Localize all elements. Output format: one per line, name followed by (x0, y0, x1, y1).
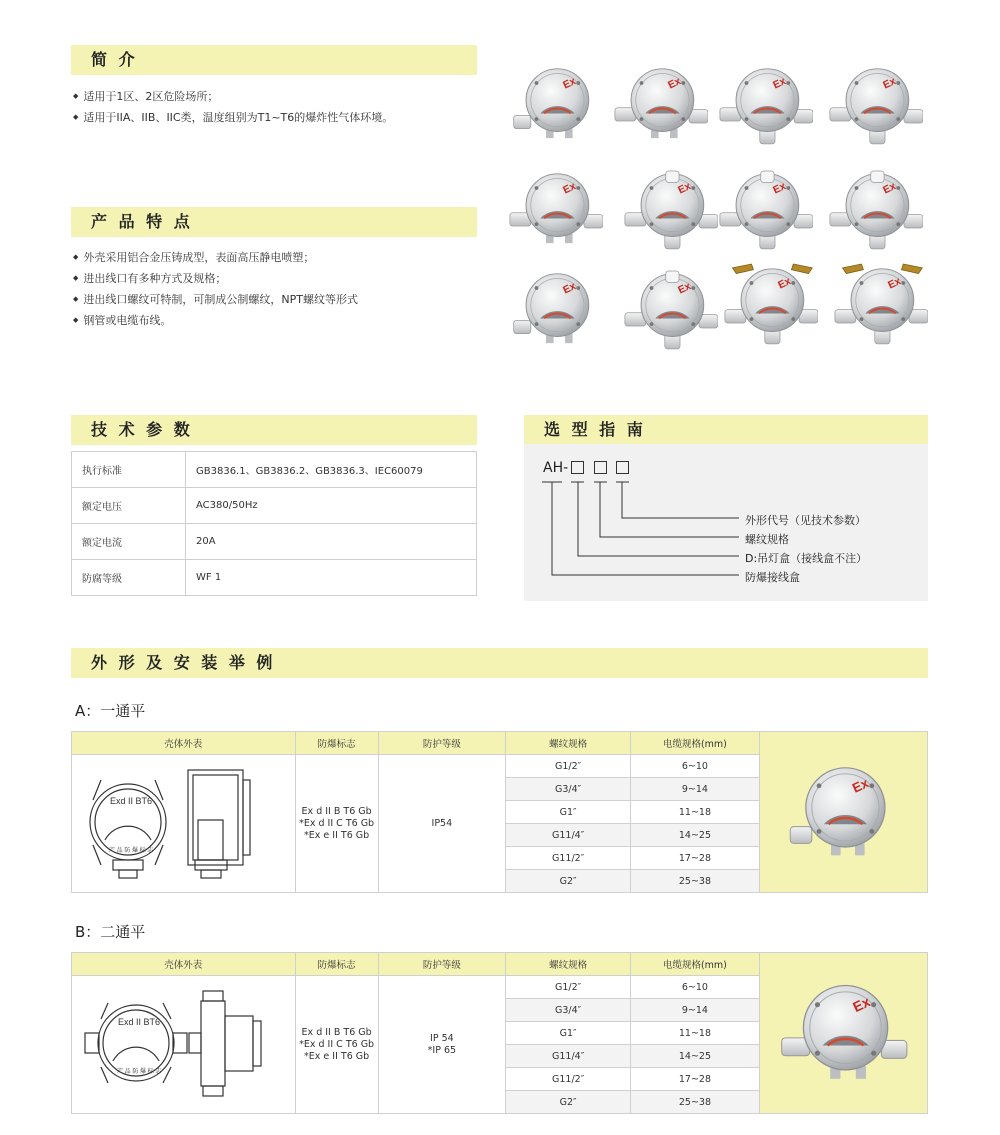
list-item: ◆ 适用于1区、2区危险场所； (73, 86, 393, 107)
protection-grade: IP 54 (430, 1032, 454, 1044)
tech-key: 防腐等级 (72, 560, 186, 596)
product-image (623, 165, 718, 251)
guide-header: 选 型 指 南 (524, 415, 928, 445)
features-list (73, 247, 358, 331)
cable-spec: 11~18 (631, 1022, 759, 1045)
list-item: ◆ 适用于IIA、IIB、IIC类，温度组别为T1~T6的爆炸性气体环境。 (73, 107, 393, 128)
outline-drawing (83, 981, 283, 1106)
thread-spec: G3/4″ (506, 999, 631, 1022)
product-gallery (508, 60, 938, 360)
tech-value: AC380/50Hz (186, 488, 477, 524)
table-a-subtitle: A：一通平 (75, 702, 146, 720)
product-image (718, 60, 813, 146)
cable-spec: 6~10 (631, 976, 759, 999)
drawing-label: Exd II BT6 (118, 1016, 161, 1027)
guide-lines (524, 444, 928, 601)
outline-drawing-cell (72, 976, 296, 1114)
col-header: 电缆规格(mm) (631, 732, 759, 755)
selection-guide (524, 444, 928, 601)
ex-marks-cell (295, 755, 378, 893)
col-header: 防爆标志 (295, 732, 378, 755)
cable-spec: 17~28 (631, 847, 759, 870)
thread-spec: G2″ (506, 1091, 631, 1114)
thread-spec: G1/2″ (506, 755, 631, 778)
product-image (623, 265, 718, 351)
cable-spec: 9~14 (631, 778, 759, 801)
cable-spec: 6~10 (631, 755, 759, 778)
thread-spec: G11/2″ (506, 1068, 631, 1091)
protection-grade: IP54 (431, 817, 453, 829)
ex-marks-cell (295, 976, 378, 1114)
thread-spec: G3/4″ (506, 778, 631, 801)
table-header-row (72, 732, 928, 755)
thread-spec: G11/4″ (506, 1045, 631, 1068)
cable-spec: 14~25 (631, 1045, 759, 1068)
table-b-subtitle: B：二通平 (75, 923, 146, 941)
cable-spec: 11~18 (631, 801, 759, 824)
guide-label: D:吊灯盒（接线盒不注） (745, 552, 868, 565)
product-photo-cell (759, 953, 927, 1114)
protection-cell (378, 755, 505, 893)
cable-spec: 25~38 (631, 870, 759, 893)
product-image (828, 165, 923, 251)
ex-mark: *Ex e II T6 Gb (304, 1050, 370, 1062)
col-header: 壳体外表 (72, 953, 296, 976)
tech-header: 技 术 参 数 (71, 415, 477, 445)
install-header: 外 形 及 安 装 举 例 (71, 648, 928, 678)
intro-list (73, 86, 393, 128)
list-item: ◆ 进出线口螺纹可特制，可制成公制螺纹，NPT螺纹等形式 (73, 289, 358, 310)
ex-mark: *Ex e II T6 Gb (304, 829, 370, 841)
table-row (72, 488, 477, 524)
features-header: 产 品 特 点 (71, 207, 477, 237)
table-row (72, 452, 477, 488)
product-image (723, 260, 818, 346)
table-row (72, 524, 477, 560)
intro-header: 简 介 (71, 45, 477, 75)
product-image (508, 165, 603, 251)
table-header-row (72, 953, 928, 976)
spec-table-a (71, 731, 928, 893)
guide-label: 螺纹规格 (745, 533, 789, 546)
guide-label: 外形代号（见技术参数） (745, 514, 866, 527)
ex-mark: Ex d II B T6 Gb (301, 805, 372, 817)
guide-label: 防爆接线盒 (745, 571, 800, 584)
product-photo (783, 756, 903, 866)
tech-value: GB3836.1、GB3836.2、GB3836.3、IEC60079 (186, 452, 477, 488)
product-image (613, 60, 708, 146)
ex-mark: *Ex d II C T6 Gb (299, 1038, 375, 1050)
product-photo-cell (759, 732, 927, 893)
thread-spec: G11/4″ (506, 824, 631, 847)
product-image (833, 260, 928, 346)
spec-table-b (71, 952, 928, 1114)
col-header: 防护等级 (378, 732, 505, 755)
protection-grade: *IP 65 (427, 1044, 457, 1056)
list-item: ◆ 进出线口有多种方式及规格； (73, 268, 358, 289)
cable-spec: 17~28 (631, 1068, 759, 1091)
cable-spec: 25~38 (631, 1091, 759, 1114)
tech-value: WF 1 (186, 560, 477, 596)
product-image (508, 265, 603, 351)
col-header: 螺纹规格 (506, 953, 631, 976)
ex-mark: *Ex d II C T6 Gb (299, 817, 375, 829)
tech-table (71, 451, 477, 596)
tech-key: 执行标准 (72, 452, 186, 488)
protection-cell (378, 976, 505, 1114)
outline-drawing-cell (72, 755, 296, 893)
drawing-sublabel: 产 品 防 爆 标 志 (109, 847, 154, 854)
thread-spec: G2″ (506, 870, 631, 893)
table-row (72, 560, 477, 596)
col-header: 壳体外表 (72, 732, 296, 755)
cable-spec: 14~25 (631, 824, 759, 847)
product-image (508, 60, 603, 146)
col-header: 电缆规格(mm) (631, 953, 759, 976)
product-image (828, 60, 923, 146)
drawing-sublabel: 产 品 防 爆 标 志 (117, 1068, 162, 1075)
tech-value: 20A (186, 524, 477, 560)
tech-key: 额定电压 (72, 488, 186, 524)
product-image (718, 165, 813, 251)
ex-mark: Ex d II B T6 Gb (301, 1026, 372, 1038)
col-header: 防爆标志 (295, 953, 378, 976)
list-item: ◆ 钢管或电缆布线。 (73, 310, 358, 331)
drawing-label: Exd II BT6 (110, 795, 153, 806)
col-header: 防护等级 (378, 953, 505, 976)
model-code-prefix: AH- (543, 460, 569, 476)
list-item: ◆ 外壳采用铝合金压铸成型，表面高压静电喷塑； (73, 247, 358, 268)
thread-spec: G11/2″ (506, 847, 631, 870)
col-header: 螺纹规格 (506, 732, 631, 755)
product-photo (778, 974, 908, 1089)
outline-drawing (83, 760, 283, 885)
cable-spec: 9~14 (631, 999, 759, 1022)
thread-spec: G1″ (506, 1022, 631, 1045)
tech-key: 额定电流 (72, 524, 186, 560)
thread-spec: G1/2″ (506, 976, 631, 999)
thread-spec: G1″ (506, 801, 631, 824)
